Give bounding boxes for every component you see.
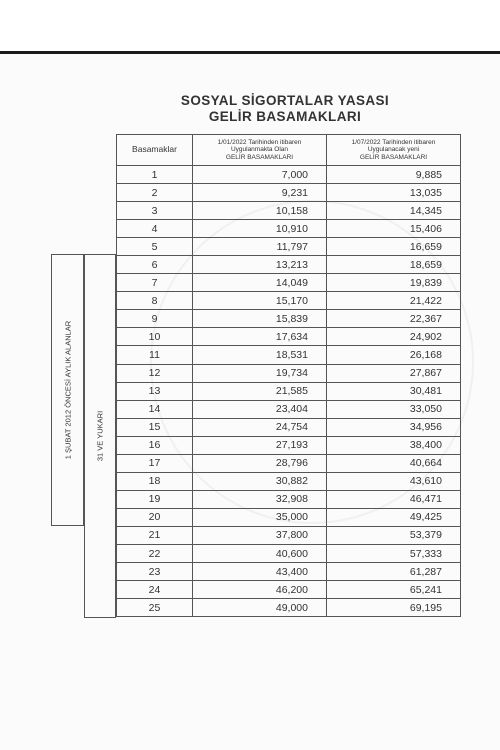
title-line-2: GELİR BASAMAKLARI <box>208 109 362 124</box>
step-cell: 25 <box>117 599 193 617</box>
title-line-1: SOSYAL SİGORTALAR YASASI <box>180 93 390 108</box>
table-row <box>117 238 461 256</box>
step-cell: 11 <box>117 346 193 364</box>
new-value-cell: 61,287 <box>327 563 461 581</box>
header-new-brackets <box>327 135 461 166</box>
current-value-cell: 14,049 <box>193 274 327 292</box>
step-cell: 17 <box>117 454 193 472</box>
step-cell: 4 <box>117 220 193 238</box>
step-cell: 15 <box>117 418 193 436</box>
new-value-cell: 22,367 <box>327 310 461 328</box>
table-row <box>117 472 461 490</box>
current-value-cell: 23,404 <box>193 400 327 418</box>
current-value-cell: 17,634 <box>193 328 327 346</box>
current-value-cell: 43,400 <box>193 563 327 581</box>
current-value-cell: 19,734 <box>193 364 327 382</box>
new-value-cell: 15,406 <box>327 220 461 238</box>
header-new-line-2: Uygulanacak yeni <box>367 146 420 154</box>
step-cell: 12 <box>117 364 193 382</box>
header-current-line-1: 1/01/2022 Tarihinden itibaren <box>217 138 302 146</box>
step-cell: 20 <box>117 508 193 526</box>
step-cell: 7 <box>117 274 193 292</box>
side-label-inner: 31 VE YUKARI <box>95 410 105 462</box>
table-row <box>117 166 461 184</box>
table-row <box>117 454 461 472</box>
current-value-cell: 7,000 <box>193 166 327 184</box>
step-cell: 2 <box>117 184 193 202</box>
step-cell: 9 <box>117 310 193 328</box>
side-label-outer: 1 ŞUBAT 2012 ÖNCESİ AYLIK ALANLAR <box>63 320 72 460</box>
step-cell: 1 <box>117 166 193 184</box>
new-value-cell: 46,471 <box>327 490 461 508</box>
current-value-cell: 15,170 <box>193 292 327 310</box>
step-cell: 8 <box>117 292 193 310</box>
table-row <box>117 364 461 382</box>
current-value-cell: 13,213 <box>193 256 327 274</box>
current-value-cell: 18,531 <box>193 346 327 364</box>
step-cell: 6 <box>117 256 193 274</box>
table-row <box>117 490 461 508</box>
current-value-cell: 10,910 <box>193 220 327 238</box>
current-value-cell: 46,200 <box>193 581 327 599</box>
header-current-brackets <box>193 135 327 166</box>
current-value-cell: 37,800 <box>193 526 327 544</box>
side-label-outer-box <box>51 254 84 526</box>
table-row <box>117 202 461 220</box>
new-value-cell: 27,867 <box>327 364 461 382</box>
step-cell: 14 <box>117 400 193 418</box>
step-cell: 24 <box>117 581 193 599</box>
table-row <box>117 581 461 599</box>
header-new-line-1: 1/07/2022 Tarihinden itibaren <box>351 138 436 146</box>
header-steps: Basamaklar <box>117 135 193 166</box>
new-value-cell: 43,610 <box>327 472 461 490</box>
table-row <box>117 544 461 562</box>
table-row <box>117 563 461 581</box>
step-cell: 21 <box>117 526 193 544</box>
new-value-cell: 9,885 <box>327 166 461 184</box>
new-value-cell: 33,050 <box>327 400 461 418</box>
step-cell: 18 <box>117 472 193 490</box>
table-row <box>117 418 461 436</box>
table-row <box>117 274 461 292</box>
current-value-cell: 28,796 <box>193 454 327 472</box>
table-row <box>117 346 461 364</box>
step-cell: 5 <box>117 238 193 256</box>
new-value-cell: 65,241 <box>327 581 461 599</box>
current-value-cell: 9,231 <box>193 184 327 202</box>
new-value-cell: 40,664 <box>327 454 461 472</box>
current-value-cell: 15,839 <box>193 310 327 328</box>
table-row <box>117 526 461 544</box>
table-row <box>117 508 461 526</box>
current-value-cell: 27,193 <box>193 436 327 454</box>
income-brackets-table <box>116 134 461 617</box>
table-row <box>117 220 461 238</box>
side-label-inner-box <box>84 254 116 618</box>
step-cell: 10 <box>117 328 193 346</box>
step-cell: 13 <box>117 382 193 400</box>
new-value-cell: 69,195 <box>327 599 461 617</box>
new-value-cell: 16,659 <box>327 238 461 256</box>
table-row <box>117 436 461 454</box>
table-row <box>117 184 461 202</box>
current-value-cell: 35,000 <box>193 508 327 526</box>
current-value-cell: 10,158 <box>193 202 327 220</box>
table-row <box>117 599 461 617</box>
new-value-cell: 30,481 <box>327 382 461 400</box>
new-value-cell: 14,345 <box>327 202 461 220</box>
table-row <box>117 256 461 274</box>
step-cell: 23 <box>117 563 193 581</box>
table-row <box>117 292 461 310</box>
step-cell: 22 <box>117 544 193 562</box>
new-value-cell: 26,168 <box>327 346 461 364</box>
new-value-cell: 18,659 <box>327 256 461 274</box>
current-value-cell: 24,754 <box>193 418 327 436</box>
table-header-row <box>117 135 461 166</box>
header-new-line-3: GELİR BASAMAKLARI <box>359 153 428 161</box>
table-row <box>117 382 461 400</box>
step-cell: 16 <box>117 436 193 454</box>
current-value-cell: 40,600 <box>193 544 327 562</box>
step-cell: 19 <box>117 490 193 508</box>
current-value-cell: 49,000 <box>193 599 327 617</box>
current-value-cell: 11,797 <box>193 238 327 256</box>
new-value-cell: 24,902 <box>327 328 461 346</box>
new-value-cell: 19,839 <box>327 274 461 292</box>
table-row <box>117 328 461 346</box>
header-current-line-3: GELİR BASAMAKLARI <box>225 153 294 161</box>
current-value-cell: 30,882 <box>193 472 327 490</box>
header-current-line-2: Uygulanmakta Olan <box>230 146 289 154</box>
new-value-cell: 53,379 <box>327 526 461 544</box>
new-value-cell: 57,333 <box>327 544 461 562</box>
new-value-cell: 34,956 <box>327 418 461 436</box>
current-value-cell: 32,908 <box>193 490 327 508</box>
new-value-cell: 13,035 <box>327 184 461 202</box>
document-title <box>120 93 450 125</box>
new-value-cell: 21,422 <box>327 292 461 310</box>
table-row <box>117 400 461 418</box>
step-cell: 3 <box>117 202 193 220</box>
new-value-cell: 49,425 <box>327 508 461 526</box>
table-row <box>117 310 461 328</box>
current-value-cell: 21,585 <box>193 382 327 400</box>
new-value-cell: 38,400 <box>327 436 461 454</box>
